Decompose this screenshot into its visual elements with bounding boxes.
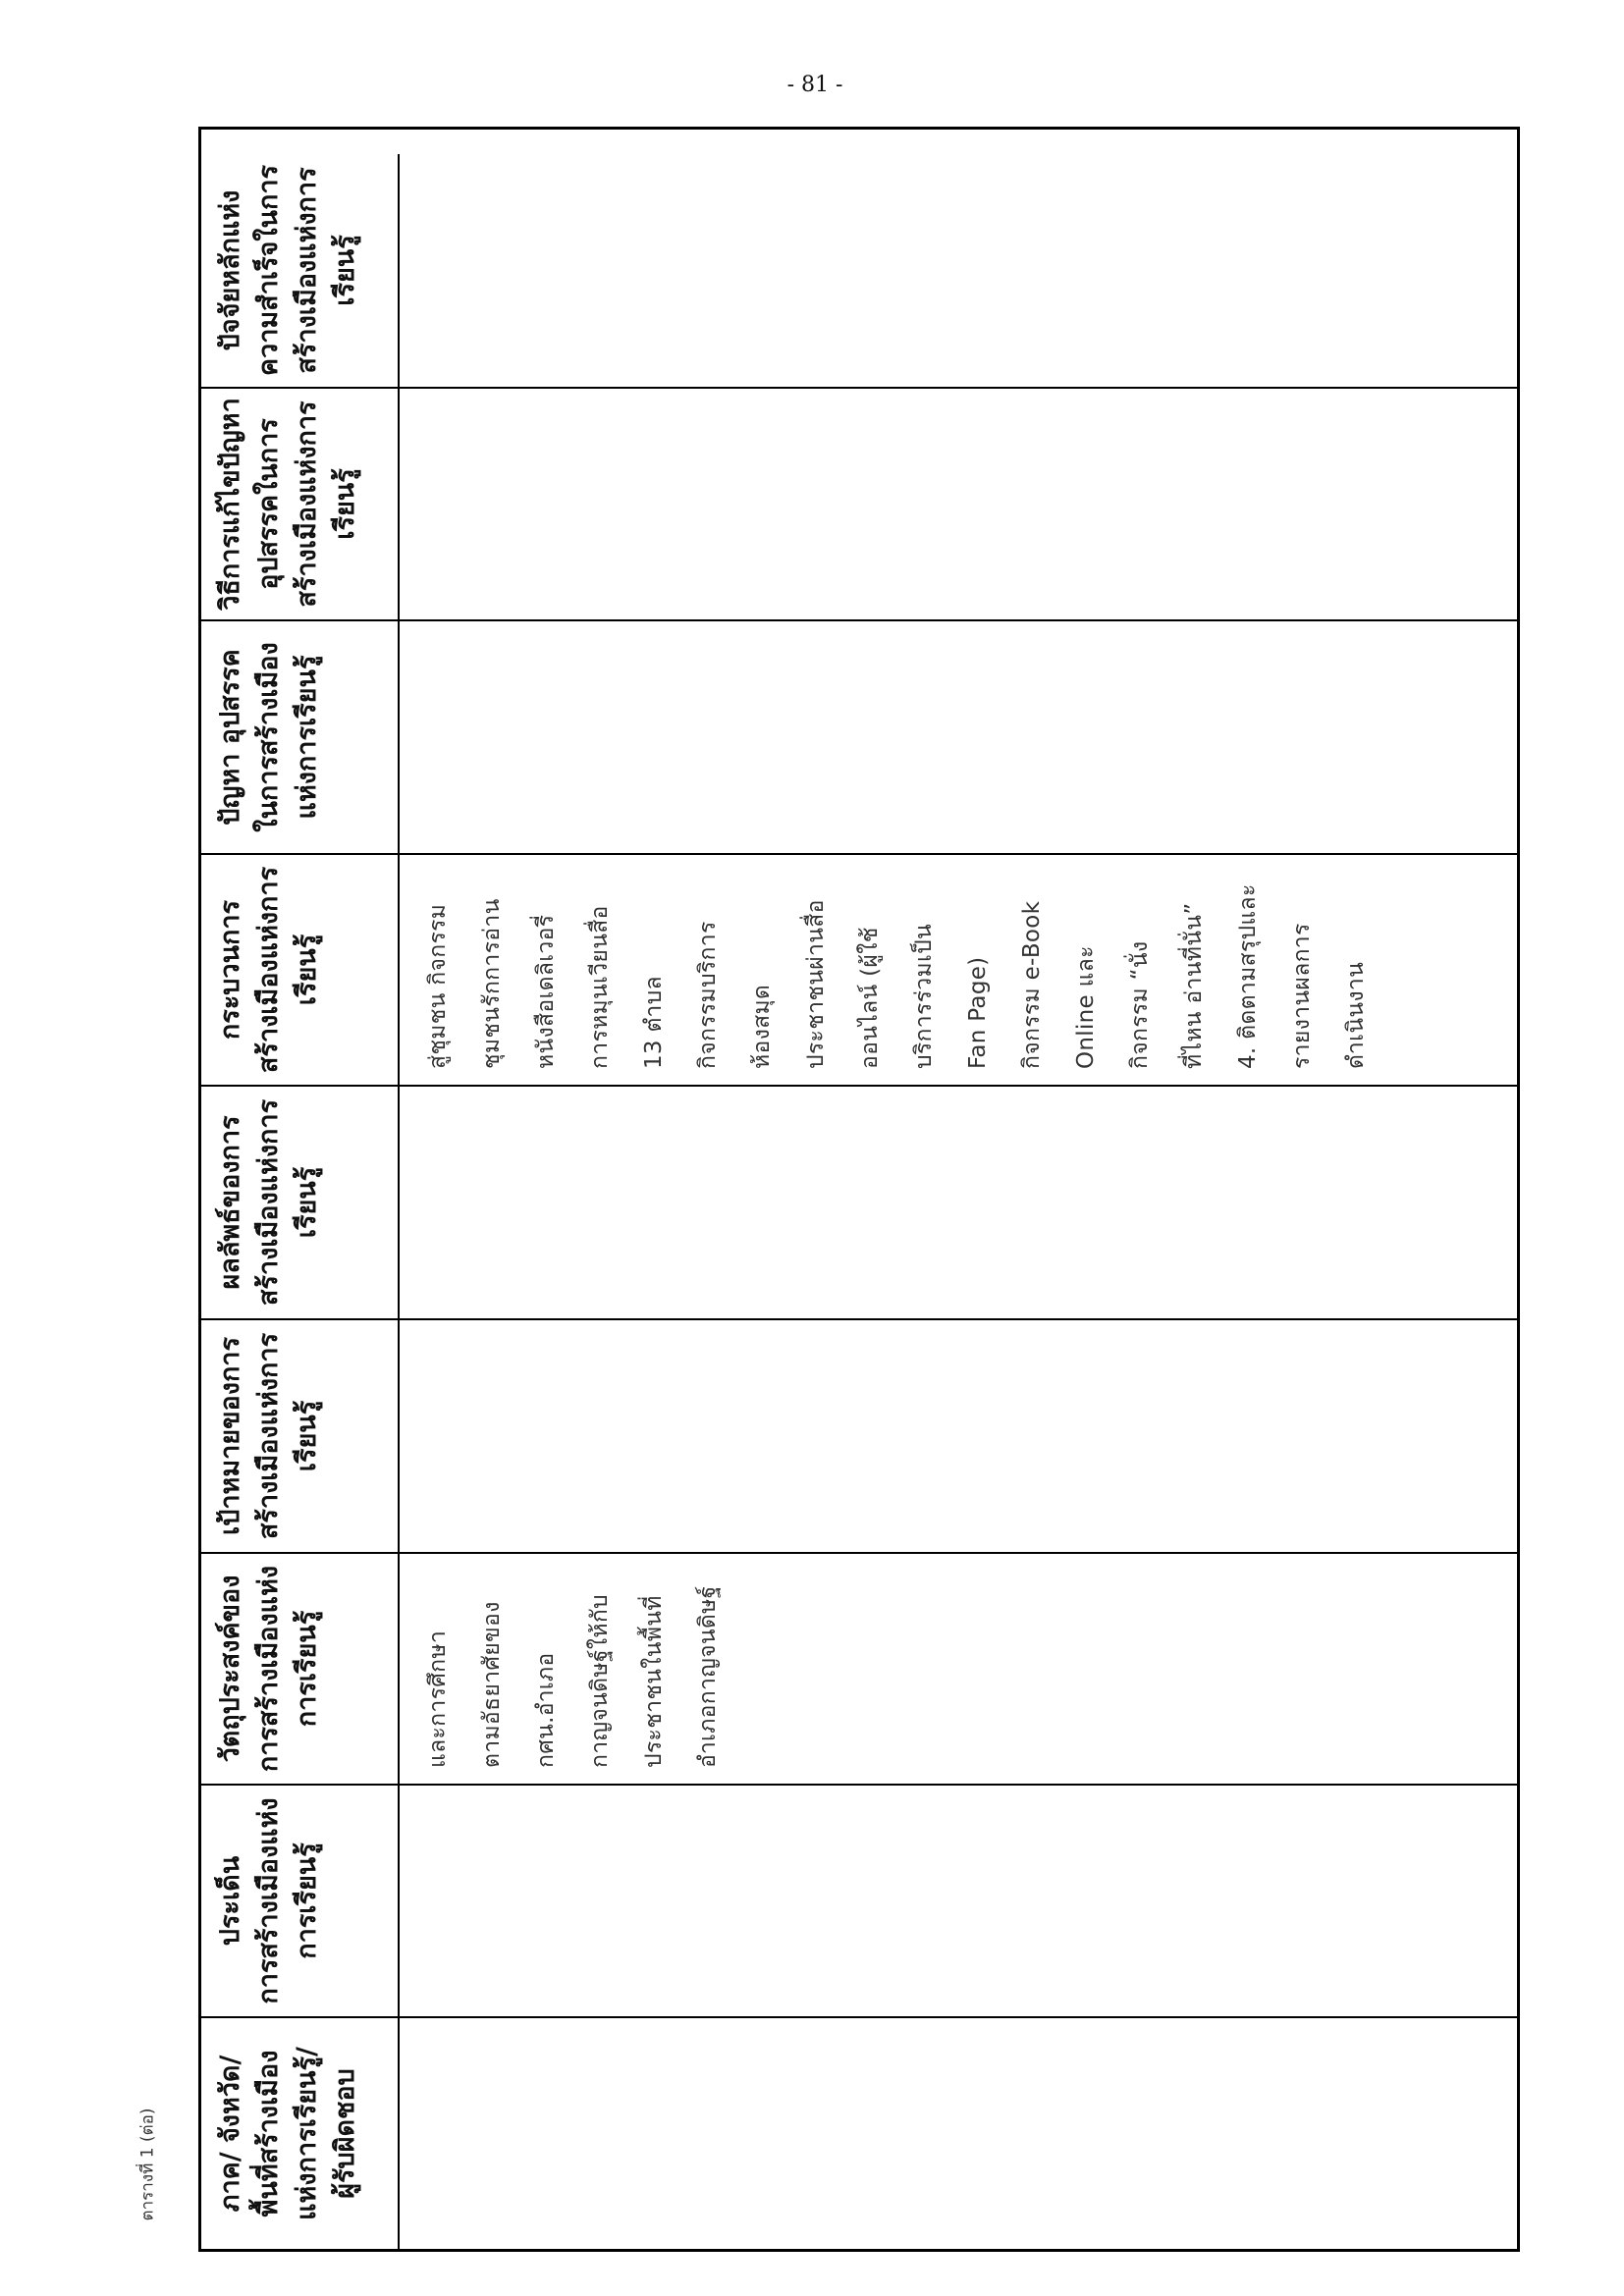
body-text-line: 13 ตำบล [641, 976, 667, 1069]
body-text-line: รายงานผลการ [1289, 923, 1315, 1069]
table-body-cell [400, 154, 1517, 387]
header-line: แห่งการเรียนรู้/ [292, 2047, 322, 2220]
body-text-line: อำเภอกาญจนดิษฐ์ [695, 1585, 721, 1768]
header-line: ผลลัพธ์ของการ [215, 1115, 245, 1290]
body-text-line: กาญจนดิษฐ์ให้กับ [587, 1594, 613, 1768]
body-text-line: ที่ไหน อ่านที่นั่น” [1181, 902, 1207, 1069]
rotated-table-wrapper [198, 127, 1520, 2252]
body-text-line: ประชาชนในพื้นที่ [641, 1595, 667, 1768]
body-text-line: กิจกรรมบริการ [695, 921, 721, 1069]
header-line: ภาค/ จังหวัด/ [215, 2055, 245, 2213]
header-line: เรียนรู้ [330, 235, 360, 306]
body-text-line: Online และ [1073, 945, 1099, 1069]
table-body-cell [400, 387, 1517, 619]
header-line: ประเด็น [215, 1855, 245, 1947]
header-line: วิธีการแก้ไขปัญหา [215, 398, 245, 611]
table-body-cell [400, 1784, 1517, 2016]
header-line: เรียนรู้ [330, 468, 360, 540]
table-header-cell [201, 1552, 400, 1784]
table-header-cell [201, 1318, 400, 1552]
header-line: เรียนรู้ [292, 1400, 322, 1472]
header-line: ปัญหา อุปสรรค [215, 649, 245, 826]
page-number: - 81 - [786, 73, 843, 97]
header-text [211, 165, 364, 376]
body-text-line: หนังสือเดลิเวอรี่ [533, 914, 559, 1069]
learning-city-table [198, 127, 1520, 2252]
body-text-line: ห้องสมุด [749, 984, 775, 1069]
body-text-line: สู่ชุมชน กิจกรรม [425, 903, 451, 1069]
header-line: อุปสรรคในการ [253, 418, 284, 590]
header-line: ความสำเร็จในการ [253, 164, 284, 377]
header-text [211, 2047, 364, 2220]
header-line: กระบวนการ [215, 899, 245, 1041]
body-text-line: กิจกรรม “นั่ง [1127, 940, 1153, 1069]
table-header-cell [201, 154, 400, 387]
table-header-cell [201, 387, 400, 619]
body-text-line: กิจกรรม e-Book [1019, 900, 1045, 1069]
table-header-cell [201, 1085, 400, 1318]
body-text-line: Fan Page) [965, 956, 991, 1069]
header-text [211, 398, 364, 611]
body-text-line: ออนไลน์ (ผู้ใช้ [857, 927, 883, 1069]
body-text-line: และการศึกษา [425, 1629, 451, 1768]
header-line: เรียนรู้ [292, 934, 322, 1006]
header-line: สร้างเมืองแห่งการ [292, 167, 322, 374]
table-body-cell [400, 2016, 1517, 2249]
header-line: สร้างเมืองแห่งการ [292, 400, 322, 608]
body-text-line: ตามอัธยาศัยของ [479, 1601, 505, 1768]
header-line: วัตถุประสงค์ของ [215, 1575, 245, 1763]
header-line: สร้างเมืองแห่งการ [253, 866, 284, 1074]
body-text-line: การหมุนเวียนสื่อ [587, 905, 613, 1069]
table-header-cell [201, 1784, 400, 2016]
header-line: สร้างเมืองแห่งการ [253, 1098, 284, 1307]
table-body-cell [400, 853, 1517, 1085]
header-line: การสร้างเมืองแห่ง [253, 1565, 284, 1773]
table-body-cell [400, 1318, 1517, 1552]
table-header-cell [201, 619, 400, 853]
header-line: การเรียนรู้ [292, 1842, 322, 1959]
header-line: การเรียนรู้ [292, 1610, 322, 1728]
header-text [211, 1566, 326, 1772]
header-text [211, 1333, 326, 1539]
header-line: พื้นที่สร้างเมือง [253, 2050, 284, 2217]
header-line: ผู้รับผิดชอบ [330, 2068, 360, 2199]
body-text-line: ดำเนินงาน [1343, 961, 1369, 1069]
header-line: แห่งการเรียนรู้ [292, 655, 322, 820]
header-line: เป้าหมายของการ [215, 1337, 245, 1535]
header-line: การสร้างเมืองแห่ง [253, 1797, 284, 2004]
header-line: ปัจจัยหลักแห่ง [215, 189, 245, 351]
body-text-line: ชุมชนรักการอ่าน [479, 898, 505, 1069]
table-body-cell [400, 1085, 1517, 1318]
body-text-line: 4. ติดตามสรุปและ [1235, 883, 1261, 1069]
header-text [211, 1099, 326, 1306]
header-text [211, 642, 326, 831]
header-line: ในการสร้างเมือง [253, 642, 284, 832]
header-text [211, 1797, 326, 2003]
table-body-cell [400, 1552, 1517, 1784]
table-header-cell [201, 853, 400, 1085]
header-line: เรียนรู้ [292, 1166, 322, 1239]
header-line: สร้างเมืองแห่งการ [253, 1332, 284, 1540]
body-text-line: กศน.อำเภอ [533, 1652, 559, 1768]
header-text [211, 867, 326, 1073]
table-header-cell [201, 2016, 400, 2249]
body-text-line: บริการร่วมเป็น [911, 923, 937, 1069]
table-caption: ตารางที่ 1 (ต่อ) [137, 2108, 158, 2221]
body-text-line: ประชาชนผ่านสื่อ [803, 899, 829, 1069]
table-body-cell [400, 619, 1517, 853]
